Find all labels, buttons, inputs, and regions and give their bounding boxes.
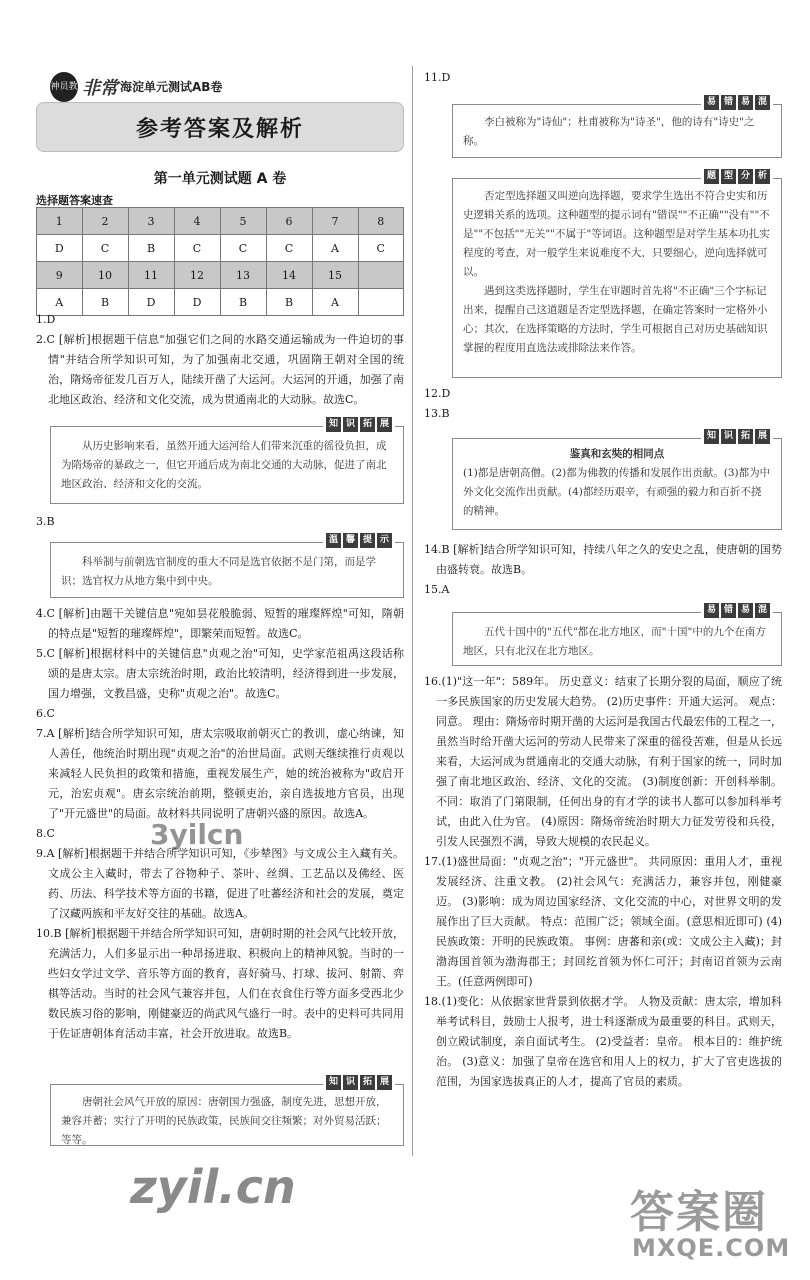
knowledge-extension-tag: 知 识 拓 展: [323, 417, 395, 432]
answers-q1-q2: [36, 310, 404, 410]
knowledge-extension-tag: 知 识 拓 展: [323, 1075, 395, 1090]
error-prone-tag: 易 错 易 混: [701, 603, 773, 618]
box-heading: 鉴真和玄奘的相同点: [569, 448, 665, 460]
answer-q4: 4.C [解析]由题干关键信息"宛如昙花般脆弱、短暂的璀璨辉煌"可知，隋朝的特点是"短暂的璀璨辉煌"，即繁荣而短暂。故选C。: [36, 607, 404, 640]
grid-cell: B: [220, 289, 266, 316]
grid-cell: 11: [128, 262, 174, 289]
answer-grid-number-row: [37, 262, 404, 289]
publisher-logo-icon: 神员教: [50, 72, 78, 102]
box-text: 科举制与前朝选官制度的重大不同是选官依据不是门第，而是学识；选官权力从地方集中到中央。: [61, 556, 376, 587]
answer-q12: 12.D: [424, 387, 451, 400]
answer-q11: 11.D: [424, 71, 451, 84]
watermark-logo-main: 答案圈: [630, 1187, 768, 1238]
grid-cell: 4: [174, 208, 220, 235]
grid-cell: B: [266, 289, 312, 316]
box-text: 五代十国中的"五代"都在北方地区，而"十国"中的九个在南方地区，只有北汉在北方地区。: [463, 626, 766, 657]
grid-cell: 12: [174, 262, 220, 289]
answer-q17: 17.(1)盛世局面："贞观之治"；"开元盛世"。 共同原因：重用人才，重视发展经济、注重文教。 (2)社会风气：充满活力，兼容并包，刚健豪迈。 (3)影响：成为周边国家经济、文化交流的中心，对世界文明的发展作出了巨大贡献。 特点：范围广泛；领域全面。(意思相近即可) (4)民族政策：开明的民族政策。 事例：唐蕃和亲(或：文成公主入藏)；封渤海国首领为渤海郡王；封回纥首领为怀仁可汗；封南诏首领为云南王。(任意两例即可): [424, 855, 782, 988]
warm-tip-tag: 温 馨 提 示: [323, 533, 395, 548]
grid-cell: 6: [266, 208, 312, 235]
box-text: 李白被称为"诗仙"；杜甫被称为"诗圣"，他的诗有"诗史"之称。: [463, 116, 755, 147]
grid-cell: 13: [220, 262, 266, 289]
answer-grid-answer-row: [37, 235, 404, 262]
box-text: 唐朝社会风气开放的原因：唐朝国力强盛，制度先进，思想开放，兼容并蓄；实行了开明的民族政策，民族间交往频繁；对外贸易活跃；等等。: [61, 1096, 387, 1146]
grid-cell: A: [312, 289, 358, 316]
title-banner: [36, 102, 404, 152]
grid-cell: 1: [37, 208, 83, 235]
knowledge-box-3: [452, 431, 782, 530]
grid-cell: C: [174, 235, 220, 262]
confusion-box-1: [452, 97, 782, 158]
answers-q16-q18: [424, 672, 782, 1092]
grid-cell: 3: [128, 208, 174, 235]
column-divider: [412, 66, 413, 1156]
grid-cell: D: [128, 289, 174, 316]
answer-q8: 8.C: [36, 827, 55, 840]
confusion-box-2: [452, 605, 782, 666]
grid-cell: B: [82, 289, 128, 316]
answer-q1: 1.D: [36, 313, 56, 326]
error-prone-tag: 易 错 易 混: [701, 95, 773, 110]
grid-cell: 14: [266, 262, 312, 289]
question-type-box: [452, 171, 782, 378]
answer-grid-number-row: [37, 208, 404, 235]
answer-grid: [36, 207, 404, 316]
grid-cell: 5: [220, 208, 266, 235]
answer-q14: 14.B [解析]结合所学知识可知，持续八年之久的安史之乱，使唐朝的国势由盛转衰。故选B。: [424, 543, 782, 576]
answer-q6: 6.C: [36, 707, 55, 720]
grid-cell: 10: [82, 262, 128, 289]
grid-cell: 7: [312, 208, 358, 235]
box-text: (1)都是唐朝高僧。(2)都为佛教的传播和发展作出贡献。(3)都为中外文化交流作出贡献。(4)都经历艰辛，有顽强的毅力和百折不挠的精神。: [463, 467, 771, 517]
answer-q13: 13.B: [424, 407, 450, 420]
grid-cell: C: [220, 235, 266, 262]
brand-script: 非常: [82, 78, 118, 99]
answer-grid-label: 选择题答案速查: [36, 194, 113, 207]
watermark-logo-url: MXQE.COM: [632, 1234, 791, 1262]
grid-cell: C: [358, 235, 403, 262]
watermark-bottom-left: zyil.cn: [130, 1160, 296, 1214]
grid-cell: 8: [358, 208, 403, 235]
answer-q18: 18.(1)变化：从依据家世背景到依据才学。 人物及贡献：唐太宗，增加科举考试科目，鼓励士人报考，进士科逐渐成为最重要的科目。武则天，创立殿试制度，亲自面试考生。 (2)受益者：皇帝。 根本目的：维护统治。 (3)意义：加强了皇帝在选官和用人上的权力，扩大了官吏选拔的范围，为国家选拔真正的人才，提高了官员的素质。: [424, 995, 782, 1088]
knowledge-box-2: [50, 1077, 404, 1146]
grid-cell: A: [312, 235, 358, 262]
answer-q9: 9.A [解析]根据题干并结合所学知识可知，《步辇图》与文成公主入藏有关。文成公主入藏时，带去了谷物种子、茶叶、丝绸、工艺品以及佛经、医药、历法、科学技术等方面的书籍，促进了吐蕃经济和社会的发展，奠定了汉藏两族和平友好交往的基础。故选A。: [36, 847, 404, 920]
grid-cell: B: [128, 235, 174, 262]
box-paragraph-2: 遇到这类选择题时，学生在审题时首先将"不正确"三个字标记出来，提醒自己这道题是否定型选择题，在确定答案时一定格外小心；其次，在选择策略的方法时，学生可根据自己对历史基础知识掌握的程度用直选法或排除法来作答。: [463, 285, 768, 354]
series-title: 海淀单元测试AB卷: [120, 80, 223, 94]
answer-q5: 5.C [解析]根据材料中的关键信息"贞观之治"可知，史学家范祖禹这段话称颂的是唐太宗。唐太宗统治时期，政治比较清明，经济得到进一步发展，国力增强，文教昌盛，史称"贞观之治"。故选C。: [36, 647, 404, 700]
grid-cell: C: [82, 235, 128, 262]
knowledge-box-1: [50, 419, 404, 504]
unit-title: 第一单元测试题 A 卷: [153, 171, 287, 187]
series-brand: [50, 72, 280, 102]
answer-q16: 16.(1)"这一年"：589年。 历史意义：结束了长期分裂的局面，顺应了统一多民族国家的历史发展大趋势。 (2)历史事件：开通大运河。 观点：同意。 理由：隋炀帝时期开凿的大运河是我国古代最宏伟的工程之一，虽然当时给开凿大运河的劳动人民带来了深重的徭役苦难，但是从长远来看，大运河成为贯通南北的交通大动脉，有利于国家的统一，同时加强了南北地区政治、经济、文化的交流。 (3)制度创新：开创科举制。 不同：取消了门第限制，任何出身的有才学的读书人都可以参加科举考试，由此入仕为官。 (4)原因：隋炀帝统治时期大力征发劳役和兵役，引发人民强烈不满，导致大规模的农民起义。: [424, 675, 782, 848]
grid-cell: C: [266, 235, 312, 262]
answer-q7: 7.A [解析]结合所学知识可知，唐太宗吸取前朝灭亡的教训，虚心纳谏，知人善任，他统治时期出现"贞观之治"的治世局面。武则天继续推行贞观以来减轻人民负担的政策和措施，重视发展生产，她的统治被称为"政启开元，治宏贞观"。唐玄宗统治前期，整顿吏治，亲自选拔地方官员，出现了"开元盛世"的局面。故材料共同说明了唐朝兴盛的原因。故选A。: [36, 727, 404, 820]
question-type-analysis-tag: 题 型 分 析: [701, 169, 773, 184]
page-title: 参考答案及解析: [135, 117, 304, 142]
answers-q12-q13: [424, 384, 782, 424]
grid-cell: 9: [37, 262, 83, 289]
answers-q14-q15: [424, 540, 782, 600]
box-paragraph-1: 否定型选择题又叫逆向选择题，要求学生选出不符合史实和历史逻辑关系的选项。这种题型的提示词有"错误""不正确""没有""不是""不包括""无关""不属于"等词语。这种题型是对学生基本功扎实程度的考查，对一般学生来说难度不大，只要细心，逆向选择就可以。: [463, 190, 770, 278]
grid-cell: D: [174, 289, 220, 316]
grid-cell-empty: [358, 262, 403, 289]
watermark-mid: 3yilcn: [150, 818, 244, 851]
tip-box: [50, 535, 404, 598]
grid-cell: A: [37, 289, 83, 316]
grid-cell: D: [37, 235, 83, 262]
answer-q2: 2.C [解析]根据题干信息"加强它们之间的水路交通运输成为一件迫切的事情"并结合所学知识可知，为了加强南北交通，巩固隋王朝对全国的统治，隋炀帝征发几百万人，陆续开凿了大运河。大运河的开通，加强了南北地区政治、经济和文化交流，成为贯通南北的大动脉。故选C。: [36, 333, 404, 406]
grid-cell: 2: [82, 208, 128, 235]
knowledge-extension-tag: 知 识 拓 展: [701, 429, 773, 444]
box-text: 从历史影响来看，虽然开通大运河给人们带来沉重的徭役负担，成为隋炀帝的暴政之一，但它开通后成为南北交通的大动脉，促进了南北地区政治、经济和文化的交流。: [61, 440, 387, 490]
answer-q15: 15.A: [424, 583, 450, 596]
grid-cell: 15: [312, 262, 358, 289]
answer-q3: 3.B: [36, 515, 55, 528]
answer-q10: 10.B [解析]根据题干并结合所学知识可知，唐朝时期的社会风气比较开放，充满活力，人们多显示出一种昂扬进取、积极向上的精神风貌。当时的一些妇女学过文学、音乐等方面的教育，喜好骑马、打球、拔河、射箭、弈棋等活动。当时的社会风气兼容并包，人们在衣食住行等方面多受西北少数民族习俗的影响，刚健豪迈的尚武风气盛行一时。表中的史料可共同用于佐证唐朝体育活动丰富，社会开放进取。故选B。: [36, 927, 404, 1040]
